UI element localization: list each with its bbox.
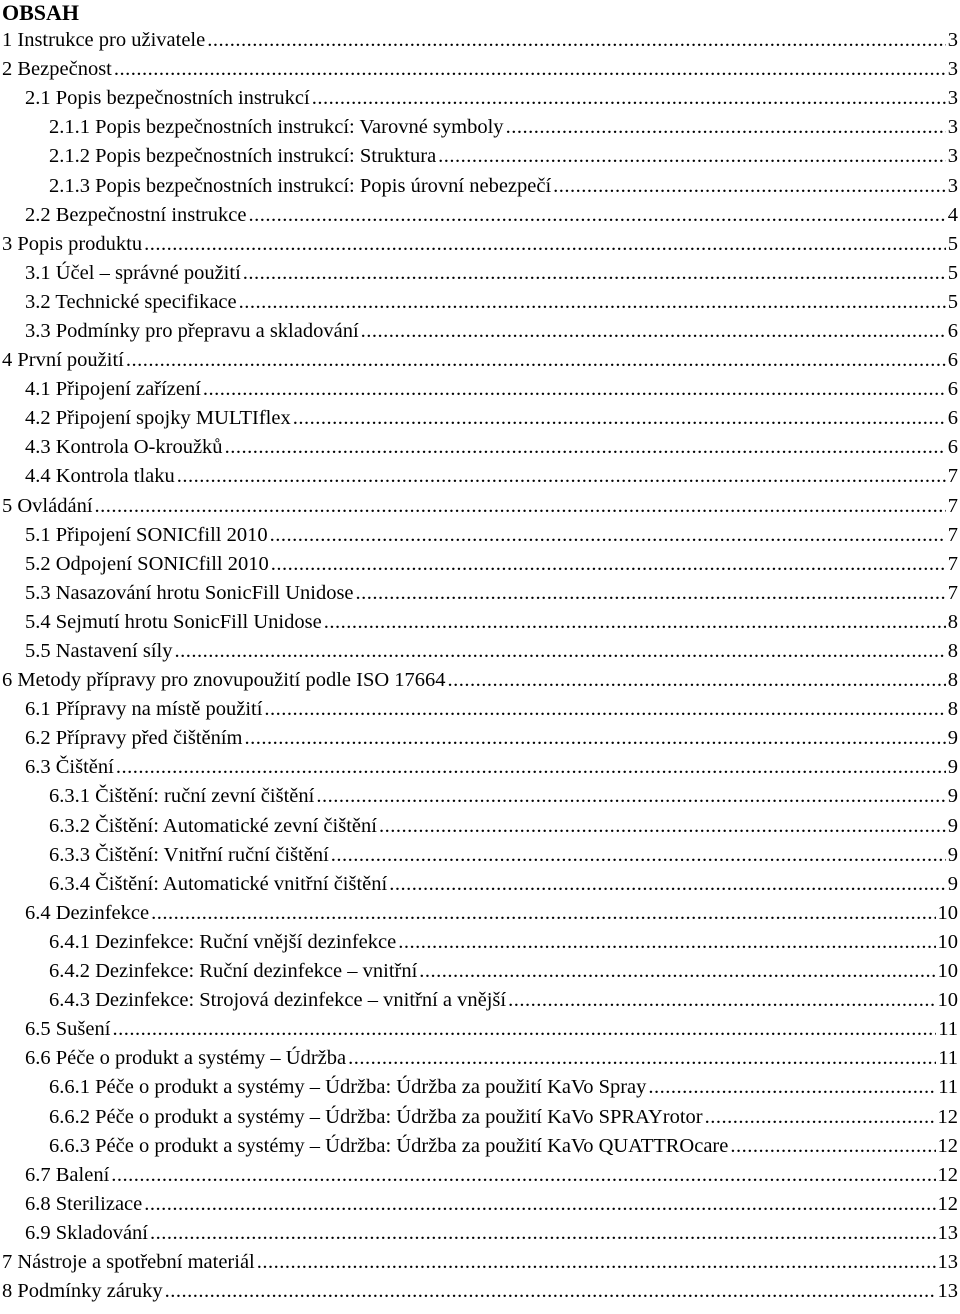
toc-entry-text: 5.4 Sejmutí hrotu SonicFill Unidose [25,610,322,633]
toc-entry[interactable] [0,1044,960,1073]
toc-leader-dots [116,753,946,782]
toc-entry-text: 3.3 Podmínky pro přepravu a skladování [25,319,359,342]
toc-leader-dots [270,521,946,550]
toc-entry-text: 6.4.1 Dezinfekce: Ruční vnější dezinfekce [49,930,397,953]
toc-entry[interactable] [0,230,960,259]
toc-page-number: 3 [947,58,958,81]
toc-entry[interactable] [0,375,960,404]
toc-entry[interactable] [0,55,960,84]
toc-entry-text: 6.3.4 Čištění: Automatické vnitřní čištění [49,872,388,895]
toc-leader-dots [112,1015,936,1044]
toc-entry[interactable] [0,899,960,928]
toc-entry-text: 6.8 Sterilizace [25,1192,143,1215]
toc-entry[interactable] [0,171,960,200]
toc-leader-dots [316,782,945,811]
toc-entry-text: 6.3 Čištění [25,756,114,779]
toc-page-number: 10 [937,901,958,924]
toc-leader-dots [114,55,946,84]
toc-entry-text: 6.6.3 Péče o produkt a systémy – Údržba: Údržba za použití KaVo QUATTROcare [49,1134,729,1157]
toc-entry[interactable] [0,26,960,55]
toc-leader-dots [508,986,935,1015]
toc-leader-dots [207,26,946,55]
toc-leader-dots [348,1044,936,1073]
toc-entry[interactable] [0,433,960,462]
toc-page-number: 3 [947,145,958,168]
toc-leader-dots [243,259,946,288]
toc-entry[interactable] [0,637,960,666]
toc-leader-dots [293,404,946,433]
toc-entry-text: 4.4 Kontrola tlaku [25,465,175,488]
toc-page-number: 8 [947,610,958,633]
toc-title: OBSAH [2,0,80,25]
toc-entry-text: 6.6.2 Péče o produkt a systémy – Údržba: Údržba za použití KaVo SPRAYrotor [49,1105,703,1128]
toc-entry[interactable] [0,1161,960,1190]
toc-entry-text: 8 Podmínky záruky [2,1280,163,1303]
toc-leader-dots [448,666,946,695]
toc-page-number: 8 [947,640,958,663]
toc-entry-text: 6.2 Přípravy před čištěním [25,727,243,750]
toc-entry-text: 2.1.2 Popis bezpečnostních instrukcí: Struktura [49,145,437,168]
toc-leader-dots [398,928,935,957]
toc-entry[interactable] [0,1015,960,1044]
toc-leader-dots [553,172,946,201]
toc-page-number: 11 [938,1047,958,1070]
toc-leader-dots [177,462,946,491]
toc-page-number: 13 [937,1280,958,1303]
toc-entry-text: 6.3.3 Čištění: Vnitřní ruční čištění [49,843,329,866]
toc-leader-dots [312,84,946,113]
toc-leader-dots [257,1248,936,1277]
toc-leader-dots [144,230,946,259]
toc-page-number: 3 [947,116,958,139]
toc-entry-text: 6.3.1 Čištění: ruční zevní čištění [49,785,315,808]
toc-entry[interactable] [0,142,960,171]
toc-entry[interactable] [0,957,960,986]
toc-entry[interactable] [0,986,960,1015]
toc-entry[interactable] [0,724,960,753]
toc-leader-dots [379,812,946,841]
toc-leader-dots [95,492,946,521]
toc-leader-dots [264,695,945,724]
toc-entry[interactable] [0,579,960,608]
toc-page-number: 5 [947,261,958,284]
toc-page-number: 10 [937,930,958,953]
toc-entry-text: 4.2 Připojení spojky MULTIflex [25,407,291,430]
toc-entry[interactable] [0,1190,960,1219]
toc-entry[interactable] [0,550,960,579]
toc-page-number: 7 [947,581,958,604]
toc-page-number: 10 [937,960,958,983]
toc-entry[interactable] [0,521,960,550]
toc-entry[interactable] [0,812,960,841]
toc-entry[interactable] [0,666,960,695]
toc-leader-dots [730,1132,935,1161]
toc-page-number: 12 [937,1192,958,1215]
toc-entry-text: 6.3.2 Čištění: Automatické zevní čištění [49,814,377,837]
toc-leader-dots [324,608,946,637]
toc-entry-text: 2 Bezpečnost [2,58,112,81]
toc-page-number: 7 [947,552,958,575]
toc-entry[interactable] [0,317,960,346]
toc-entry[interactable] [0,870,960,899]
toc-page-number: 12 [937,1105,958,1128]
toc-page-number: 9 [947,872,958,895]
toc-page-number: 5 [947,232,958,255]
toc-leader-dots [144,1190,935,1219]
toc-entry[interactable] [0,113,960,142]
toc-leader-dots [506,113,946,142]
toc-page-number: 8 [947,669,958,692]
toc-leader-dots [705,1103,936,1132]
toc-entry-text: 2.1.3 Popis bezpečnostních instrukcí: Popis úrovní nebezpečí [49,174,552,197]
toc-entry-text: 3.2 Technické specifikace [25,290,237,313]
toc-entry-text: 6.1 Přípravy na místě použití [25,698,263,721]
toc-entry-text: 5.2 Odpojení SONICfill 2010 [25,552,269,575]
toc-entry-text: 6.4.3 Dezinfekce: Strojová dezinfekce – vnitřní a vnější [49,989,507,1012]
toc-entry[interactable] [0,841,960,870]
toc-page-number: 11 [938,1076,958,1099]
toc-page-number: 4 [947,203,958,226]
toc-page-number: 13 [937,1250,958,1273]
toc-entry[interactable] [0,753,960,782]
toc-entry[interactable] [0,346,960,375]
toc-page-number: 13 [937,1221,958,1244]
toc-entry-text: 6 Metody přípravy pro znovupoužití podle ISO 17664 [2,669,446,692]
toc-entry-text: 6.4 Dezinfekce [25,901,150,924]
toc-leader-dots [438,142,946,171]
toc-entry[interactable] [0,462,960,491]
toc-entry[interactable] [0,1073,960,1102]
toc-leader-dots [151,899,935,928]
toc-page-number: 7 [947,465,958,488]
toc-page-number: 3 [947,87,958,110]
toc-entry[interactable] [0,608,960,637]
toc-page-number: 9 [947,727,958,750]
toc-entry-text: 5.5 Nastavení síly [25,640,173,663]
toc-leader-dots [239,288,946,317]
toc-entry-text: 6.9 Skladování [25,1221,148,1244]
toc-entry-text: 6.6 Péče o produkt a systémy – Údržba [25,1047,347,1070]
toc-leader-dots [244,724,945,753]
toc-page-number: 11 [938,1018,958,1041]
toc-leader-dots [331,841,946,870]
toc-entry-text: 7 Nástroje a spotřební materiál [2,1250,255,1273]
toc-entry[interactable] [0,928,960,957]
toc-entry-text: 6.4.2 Dezinfekce: Ruční dezinfekce – vnitřní [49,960,418,983]
toc-leader-dots [419,957,935,986]
toc-entry[interactable] [0,201,960,230]
toc-page-number: 5 [947,290,958,313]
toc-page-number: 10 [937,989,958,1012]
toc-entry[interactable] [0,84,960,113]
toc-entry[interactable] [0,492,960,521]
toc-page-number: 9 [947,814,958,837]
toc-entry-text: 4 První použití [2,349,124,372]
toc-page-number: 6 [947,319,958,342]
toc-entry-text: 3.1 Účel – správné použití [25,261,241,284]
toc-leader-dots [389,870,946,899]
toc-entry[interactable] [0,1132,960,1161]
toc-entry-text: 6.7 Balení [25,1163,110,1186]
toc-page-number: 9 [947,756,958,779]
toc-page-number: 6 [947,436,958,459]
toc-entry[interactable] [0,782,960,811]
toc-entry[interactable] [0,404,960,433]
toc-page-number: 7 [947,523,958,546]
toc-page-number: 3 [947,174,958,197]
toc-leader-dots [174,637,945,666]
toc-entry-text: 5.3 Nasazování hrotu SonicFill Unidose [25,581,354,604]
toc-page-number: 12 [937,1134,958,1157]
toc-entry-text: 2.1 Popis bezpečnostních instrukcí [25,87,310,110]
toc-entry[interactable] [0,1219,960,1248]
toc-entry-text: 1 Instrukce pro uživatele [2,29,206,52]
toc-entry-text: 6.5 Sušení [25,1018,111,1041]
toc-page-number: 9 [947,843,958,866]
toc-page-number: 6 [947,407,958,430]
toc-entry[interactable] [0,288,960,317]
toc-leader-dots [111,1161,935,1190]
toc-page-number: 6 [947,349,958,372]
toc-entry-text: 2.2 Bezpečnostní instrukce [25,203,247,226]
toc-entry[interactable] [0,695,960,724]
toc-leader-dots [150,1219,936,1248]
toc-leader-dots [356,579,946,608]
toc-entry[interactable] [0,259,960,288]
toc-entry-text: 5 Ovládání [2,494,93,517]
toc-leader-dots [271,550,946,579]
toc-page-number: 3 [947,29,958,52]
toc-page-number: 8 [947,698,958,721]
toc-leader-dots [648,1073,936,1102]
toc-page-number: 7 [947,494,958,517]
toc-entry[interactable] [0,1277,960,1306]
toc-entry-text: 4.3 Kontrola O-kroužků [25,436,223,459]
toc-list [0,26,960,1306]
toc-entry-text: 3 Popis produktu [2,232,143,255]
toc-entry-text: 4.1 Připojení zařízení [25,378,201,401]
toc-entry-text: 6.6.1 Péče o produkt a systémy – Údržba: Údržba za použití KaVo Spray [49,1076,647,1099]
toc-entry[interactable] [0,1102,960,1131]
toc-leader-dots [225,433,946,462]
toc-leader-dots [203,375,946,404]
toc-leader-dots [248,201,945,230]
toc-leader-dots [361,317,946,346]
toc-page-number: 12 [937,1163,958,1186]
toc-leader-dots [165,1277,936,1306]
toc-page-number: 6 [947,378,958,401]
toc-leader-dots [126,346,946,375]
toc-entry-text: 2.1.1 Popis bezpečnostních instrukcí: Varovné symboly [49,116,504,139]
toc-page-number: 9 [947,785,958,808]
toc-entry[interactable] [0,1248,960,1277]
toc-entry-text: 5.1 Připojení SONICfill 2010 [25,523,268,546]
